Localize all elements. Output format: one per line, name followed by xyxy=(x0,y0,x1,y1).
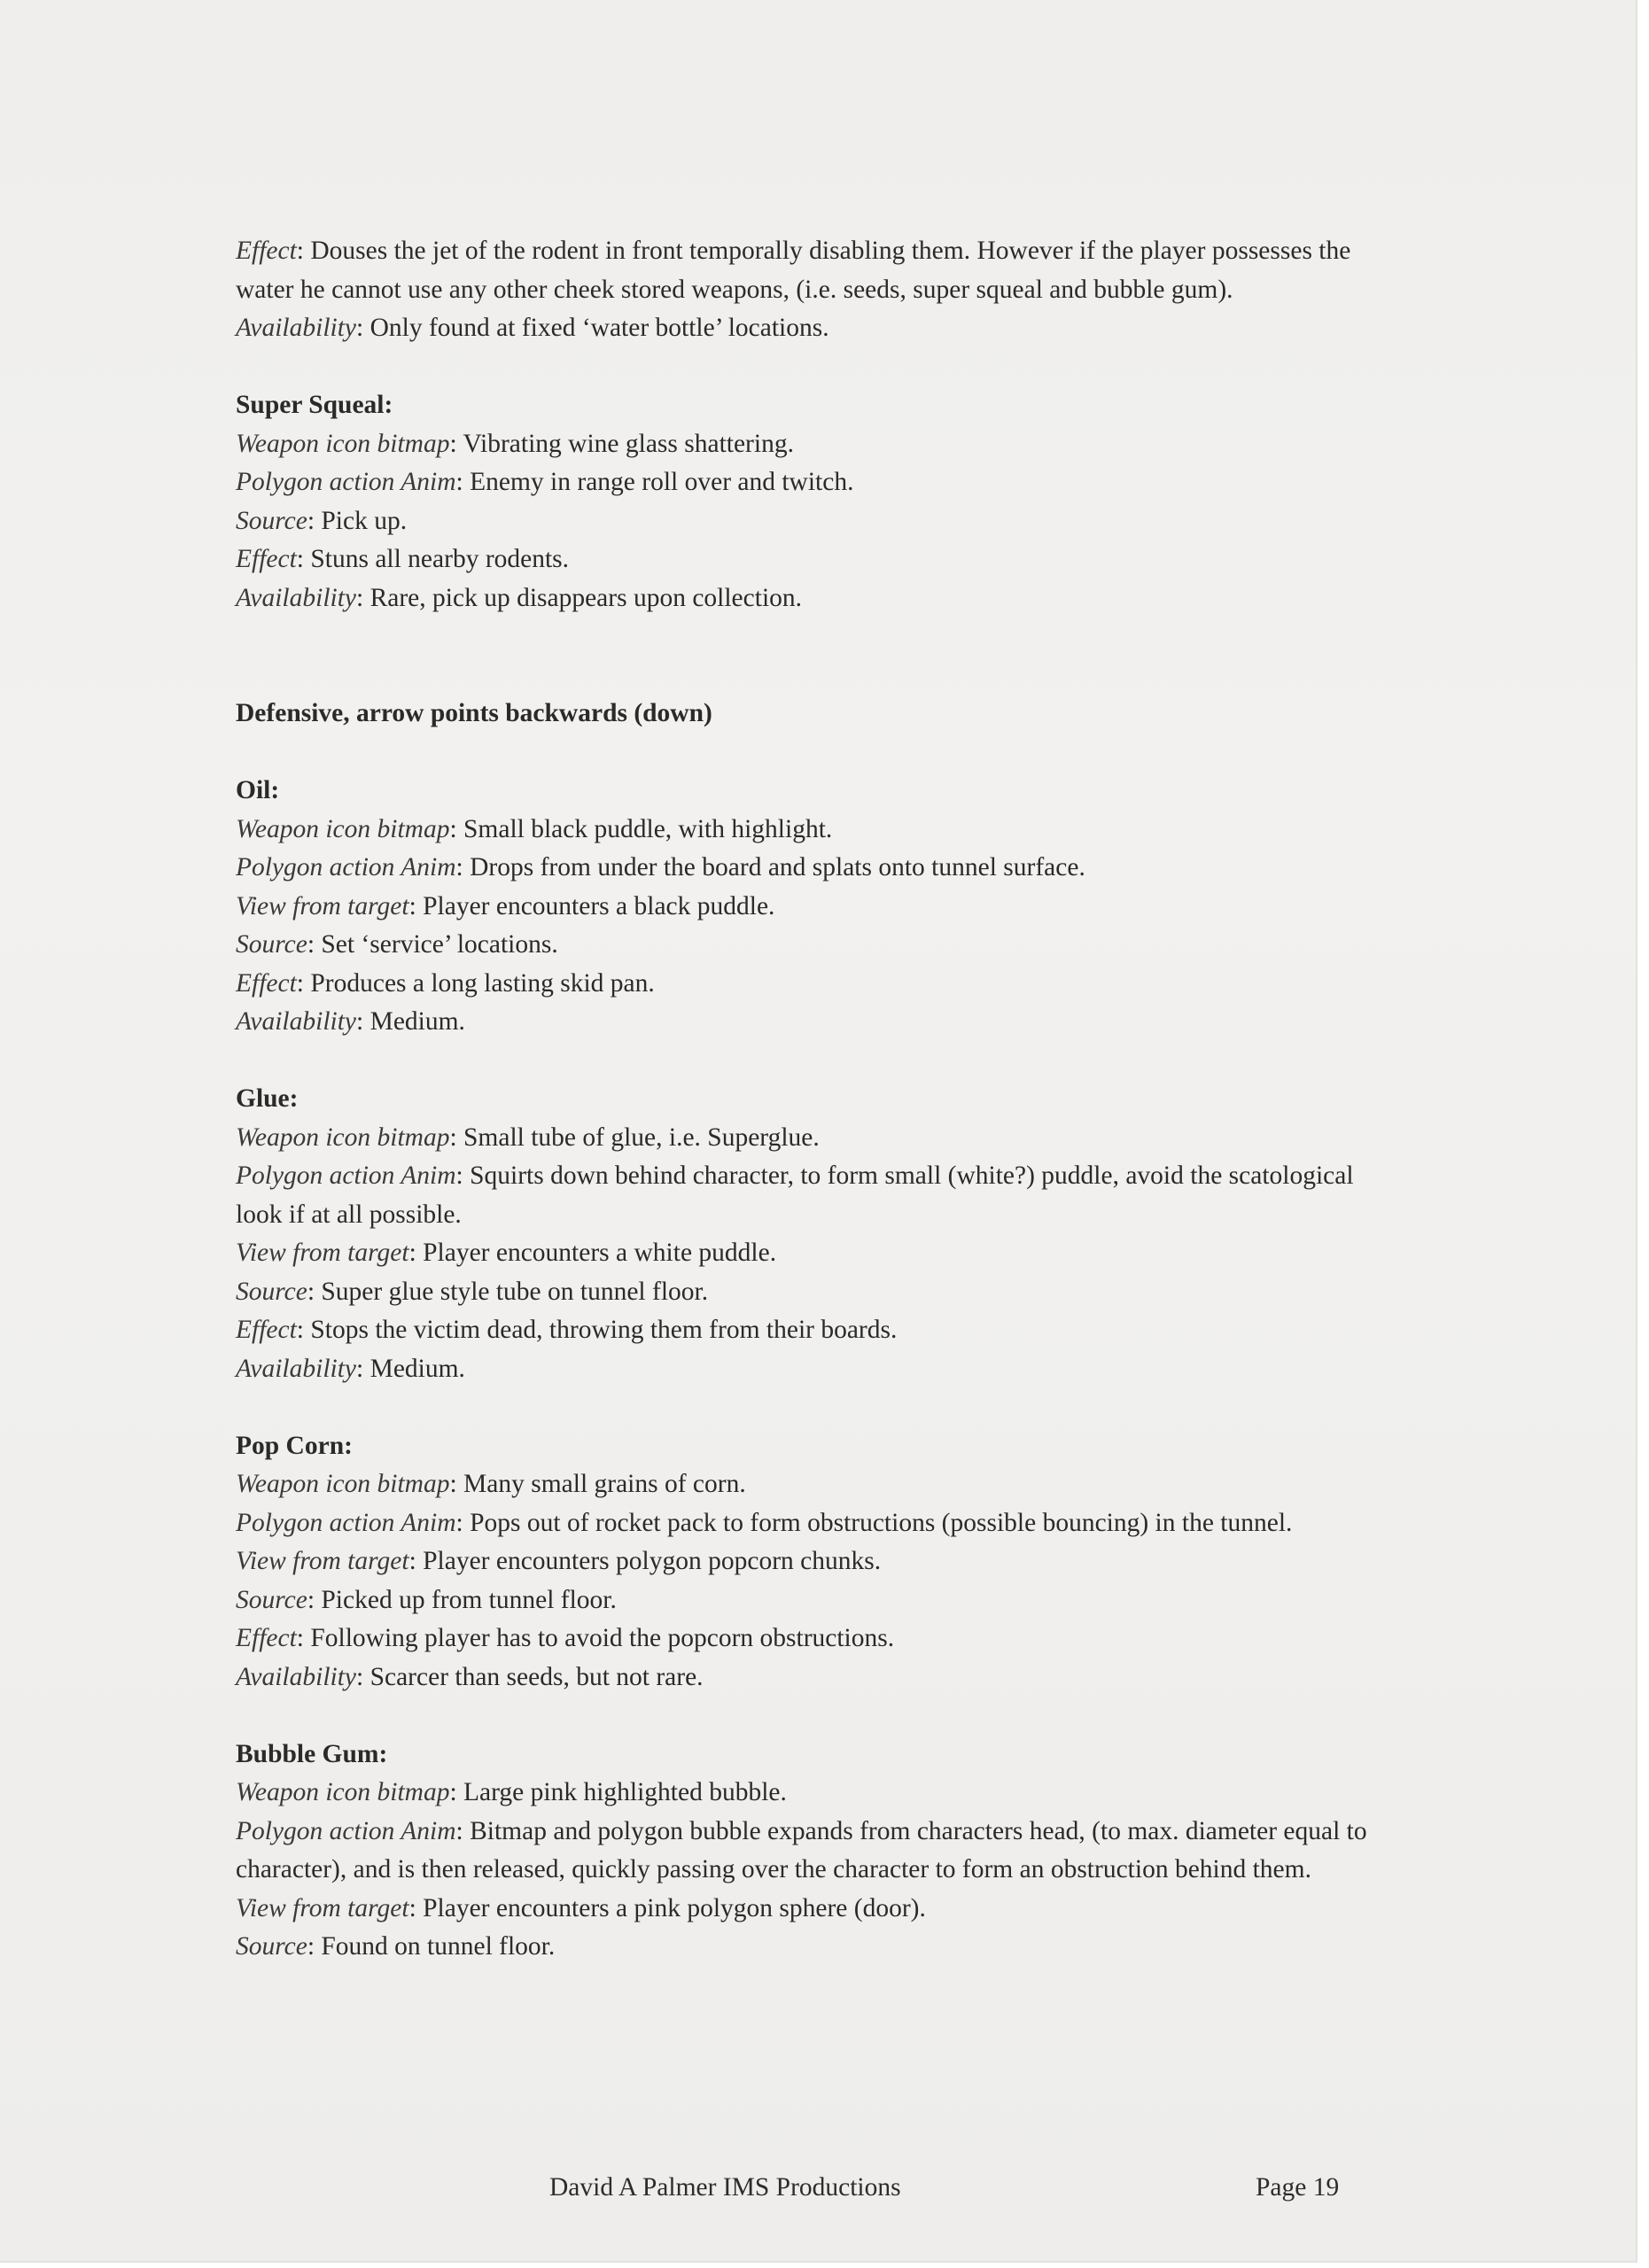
entry-label: Source xyxy=(236,930,307,959)
entry-text: : Pops out of rocket pack to form obstructions (possible bouncing) in the tunnel. xyxy=(455,1508,1293,1537)
entry-text: : Following player has to avoid the popcorn obstructions. xyxy=(296,1624,895,1652)
entry-label: Polygon action Anim xyxy=(236,1161,456,1190)
section-pop-corn xyxy=(236,1427,1388,1697)
entry-line xyxy=(236,1658,1388,1697)
entry-label: Availability xyxy=(236,583,357,612)
spacer xyxy=(236,734,1388,773)
spacer xyxy=(236,617,1388,695)
entry-line xyxy=(236,1813,1388,1890)
spacer xyxy=(236,1042,1388,1081)
entry-text: : Bitmap and polygon bubble expands from characters head, (to max. diameter equal to character), and is then released, quickly passing over the character to form an obstruction behind them. xyxy=(236,1816,1367,1884)
section-water-continued xyxy=(236,232,1388,348)
entry-text: : Pick up. xyxy=(307,506,408,535)
entry-label: Availability xyxy=(236,1007,357,1036)
entry-line xyxy=(236,463,1388,502)
entry-label: Effect xyxy=(236,1624,297,1652)
entry-line xyxy=(236,1465,1388,1504)
entry-text: : Medium. xyxy=(356,1354,465,1383)
entry-label: Polygon action Anim xyxy=(236,1816,456,1845)
entry-line xyxy=(236,1119,1388,1158)
entry-line xyxy=(236,1273,1388,1312)
entry-label: View from target xyxy=(236,891,409,920)
entry-line xyxy=(236,1003,1388,1042)
entry-line xyxy=(236,965,1388,1004)
entry-text: : Large pink highlighted bubble. xyxy=(449,1778,787,1806)
defensive-heading: Defensive, arrow points backwards (down) xyxy=(236,699,712,727)
entry-label: Effect xyxy=(236,968,297,998)
entry-label: View from target xyxy=(236,1239,409,1267)
entry-text: : Enemy in range roll over and twitch. xyxy=(455,468,854,496)
entry-line xyxy=(236,579,1388,618)
section-heading: Pop Corn: xyxy=(236,1431,353,1460)
entry-label: Weapon icon bitmap xyxy=(236,814,450,843)
entry-label: Weapon icon bitmap xyxy=(236,1122,450,1152)
document-body xyxy=(236,232,1388,1967)
entry-line xyxy=(236,926,1388,965)
spacer xyxy=(236,1697,1388,1736)
entry-line xyxy=(236,849,1388,888)
entry-label: Polygon action Anim xyxy=(236,468,456,496)
section-heading: Glue: xyxy=(236,1084,299,1113)
entry-label: Weapon icon bitmap xyxy=(236,429,450,458)
entry-line xyxy=(236,1311,1388,1350)
entry-text: : Squirts down behind character, to form small (white?) puddle, avoid the scatological look if at all possible. xyxy=(236,1161,1354,1229)
entry-label: Effect xyxy=(236,1316,297,1344)
entry-line xyxy=(236,1350,1388,1389)
entry-line xyxy=(236,1157,1388,1234)
page-number: Page 19 xyxy=(1256,2173,1340,2202)
entry-line xyxy=(236,232,1388,309)
entry-line xyxy=(236,1234,1388,1273)
entry-text: : Rare, pick up disappears upon collection. xyxy=(356,583,803,612)
entry-text: : Set ‘service’ locations. xyxy=(307,930,558,959)
entry-line xyxy=(236,309,1388,348)
entry-text: : Drops from under the board and splats onto tunnel surface. xyxy=(455,853,1085,882)
entry-label: View from target xyxy=(236,1547,409,1575)
section-super-squeal xyxy=(236,386,1388,617)
section-heading: Super Squeal: xyxy=(236,391,393,419)
entry-text: : Stuns all nearby rodents. xyxy=(296,545,570,573)
entry-text: : Stops the victim dead, throwing them from their boards. xyxy=(296,1316,898,1344)
entry-label: Source xyxy=(236,1585,307,1614)
entry-label: Polygon action Anim xyxy=(236,853,456,882)
entry-label: Source xyxy=(236,506,307,535)
entry-line xyxy=(236,1774,1388,1813)
spacer xyxy=(236,1388,1388,1427)
entry-text: : Scarcer than seeds, but not rare. xyxy=(356,1662,704,1691)
entry-text: : Player encounters a pink polygon sphere (door). xyxy=(408,1893,926,1922)
entry-line xyxy=(236,540,1388,579)
entry-label: Availability xyxy=(236,314,357,342)
entry-line xyxy=(236,502,1388,541)
entry-line xyxy=(236,1581,1388,1620)
entry-text: : Douses the jet of the rodent in front temporally disabling them. However if the player possesses the water he cannot use any other cheek stored weapons, (i.e. seeds, super squeal and bubble gum). xyxy=(236,237,1351,304)
footer-author: David A Palmer IMS Productions xyxy=(549,2173,901,2202)
entry-line xyxy=(236,425,1388,464)
entry-text: : Small black puddle, with highlight. xyxy=(449,814,833,843)
entry-text: : Player encounters polygon popcorn chunks. xyxy=(408,1547,882,1575)
entry-text: : Small tube of glue, i.e. Superglue. xyxy=(449,1122,820,1152)
entry-label: Availability xyxy=(236,1662,357,1691)
entry-text: : Only found at fixed ‘water bottle’ locations. xyxy=(356,314,829,342)
section-glue xyxy=(236,1080,1388,1388)
entry-text: : Player encounters a black puddle. xyxy=(408,891,775,920)
entry-line xyxy=(236,1890,1388,1929)
entry-text: : Found on tunnel floor. xyxy=(307,1932,556,1961)
entry-text: : Super glue style tube on tunnel floor. xyxy=(307,1277,709,1306)
entry-text: : Vibrating wine glass shattering. xyxy=(449,429,794,458)
entry-label: Polygon action Anim xyxy=(236,1508,456,1537)
section-heading: Bubble Gum: xyxy=(236,1739,388,1768)
entry-text: : Medium. xyxy=(356,1007,465,1036)
entry-text: : Player encounters a white puddle. xyxy=(408,1239,777,1267)
entry-line xyxy=(236,1928,1388,1967)
entry-line xyxy=(236,1542,1388,1581)
entry-line xyxy=(236,888,1388,927)
entry-label: Effect xyxy=(236,237,297,265)
entry-label: Weapon icon bitmap xyxy=(236,1470,450,1498)
entry-line xyxy=(236,1504,1388,1543)
section-bubble-gum xyxy=(236,1736,1388,1967)
entry-label: Source xyxy=(236,1277,307,1306)
entry-label: Weapon icon bitmap xyxy=(236,1778,450,1806)
entry-line xyxy=(236,811,1388,850)
entry-text: : Produces a long lasting skid pan. xyxy=(296,968,655,998)
entry-label: Source xyxy=(236,1932,307,1961)
spacer xyxy=(236,348,1388,387)
section-heading: Oil: xyxy=(236,776,280,804)
entry-text: : Picked up from tunnel floor. xyxy=(307,1585,617,1614)
entry-label: Availability xyxy=(236,1354,357,1383)
entry-label: Effect xyxy=(236,545,297,573)
entry-label: View from target xyxy=(236,1893,409,1922)
entry-text: : Many small grains of corn. xyxy=(449,1470,746,1498)
section-oil xyxy=(236,772,1388,1042)
entry-line xyxy=(236,1619,1388,1658)
